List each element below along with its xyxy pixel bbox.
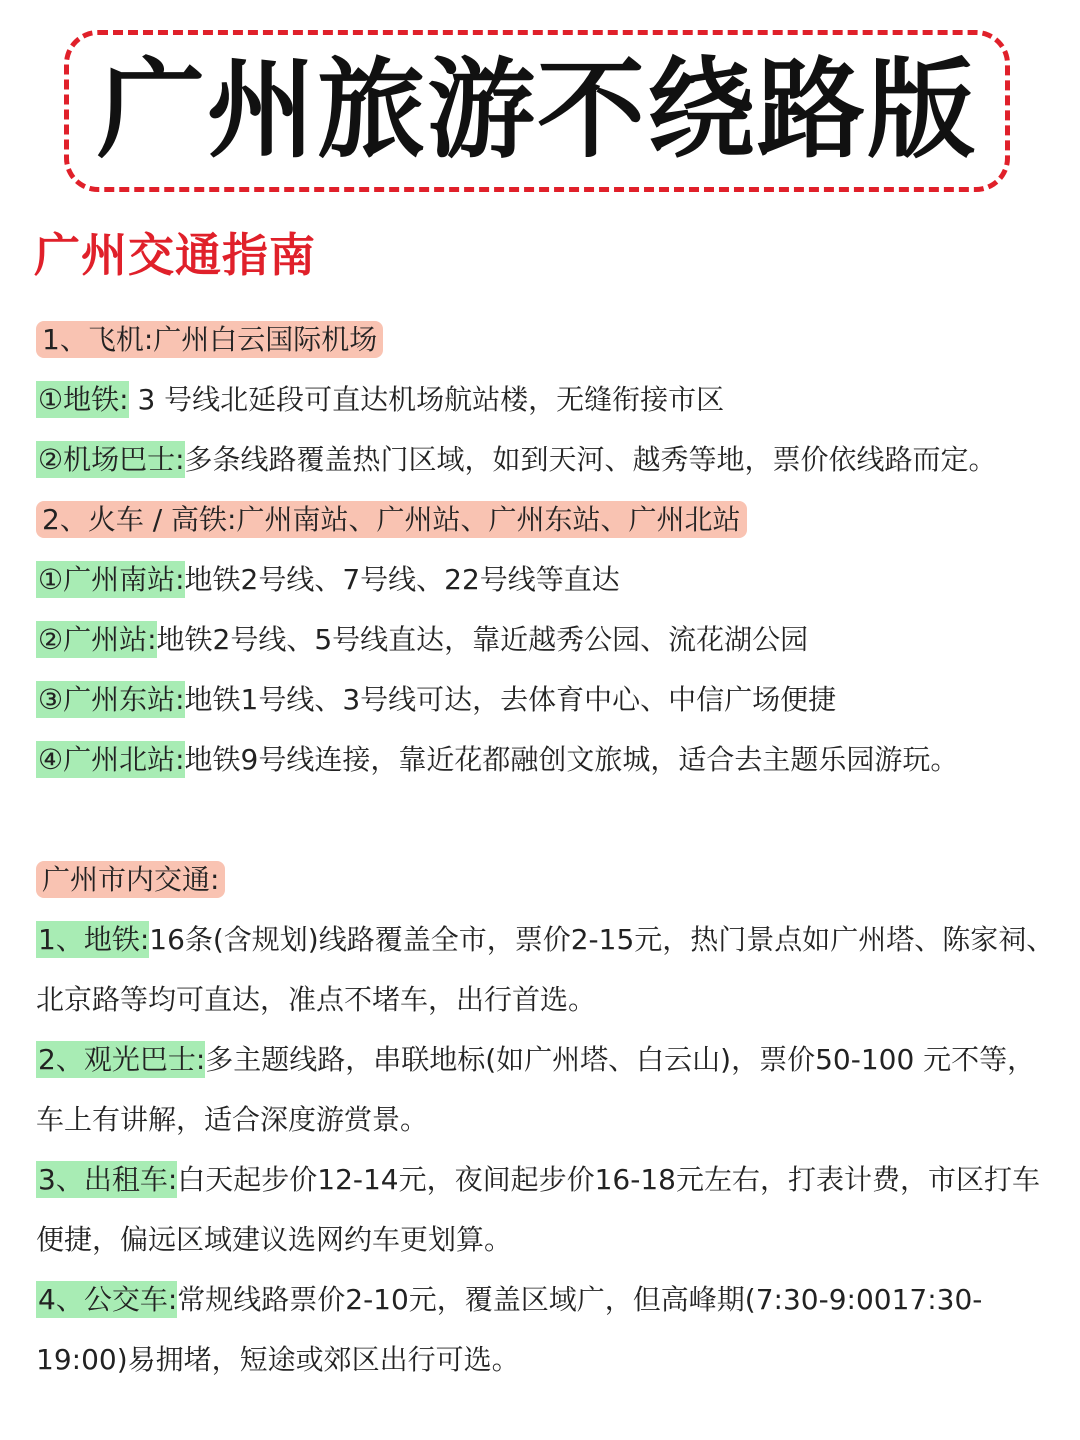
city-item-label: 1、地铁: [38, 923, 150, 956]
train-item-label: ④广州北站: [38, 743, 185, 776]
city-item [36, 1150, 1060, 1270]
page-title: 广州旅游不绕路版 [96, 48, 977, 173]
city-header: 广州市内交通: [36, 861, 225, 898]
flight-header-line [36, 322, 1060, 358]
train-header-line [36, 502, 1060, 538]
flight-header: 1、飞机:广州白云国际机场 [36, 321, 383, 358]
city-item [36, 1270, 1060, 1390]
flight-item-label: ②机场巴士: [38, 443, 185, 476]
city-item-text: 常规线路票价2-10元，覆盖区域广，但高峰期(7:30-9:0017:30-19:00)易拥堵，短途或郊区出行可选。 [36, 1283, 983, 1376]
train-header: 2、火车 / 高铁:广州南站、广州站、广州东站、广州北站 [36, 501, 747, 538]
train-item-text: 地铁2号线、7号线、22号线等直达 [184, 563, 620, 596]
train-item [36, 682, 1060, 718]
train-item-label: ③广州东站: [38, 683, 185, 716]
train-item-text: 地铁9号线连接，靠近花都融创文旅城，适合去主题乐园游玩。 [184, 743, 959, 776]
flight-item-text: 多条线路覆盖热门区域，如到天河、越秀等地，票价依线路而定。 [184, 443, 997, 476]
city-item-text: 多主题线路，串联地标(如广州塔、白云山)，票价50-100 元不等，车上有讲解，适合深度游赏景。 [36, 1043, 1036, 1136]
city-header-line [36, 862, 1060, 898]
section-heading: 广州交通指南 [34, 228, 316, 282]
title-frame [64, 30, 1010, 192]
city-item-label: 2、观光巴士: [38, 1043, 206, 1076]
train-item [36, 562, 1060, 598]
city-item-text: 白天起步价12-14元，夜间起步价16-18元左右，打表计费，市区打车便捷，偏远区域建议选网约车更划算。 [36, 1163, 1040, 1256]
city-item-label: 3、出租车: [38, 1163, 178, 1196]
city-item-label: 4、公交车: [38, 1283, 178, 1316]
flight-item-text: 3 号线北延段可直达机场航站楼，无缝衔接市区 [128, 383, 725, 416]
train-item-text: 地铁1号线、3号线可达，去体育中心、中信广场便捷 [184, 683, 837, 716]
flight-item-label: ①地铁: [38, 383, 129, 416]
train-item-label: ②广州站: [38, 623, 157, 656]
city-item [36, 910, 1060, 1030]
train-item [36, 742, 1060, 778]
flight-item [36, 382, 1060, 418]
train-item [36, 622, 1060, 658]
flight-item [36, 442, 1060, 478]
train-item-text: 地铁2号线、5号线直达，靠近越秀公园、流花湖公园 [156, 623, 809, 656]
city-item-text: 16条(含规划)线路覆盖全市，票价2-15元，热门景点如广州塔、陈家祠、北京路等均可直达，准点不堵车，出行首选。 [36, 923, 1055, 1016]
city-item [36, 1030, 1060, 1150]
train-item-label: ①广州南站: [38, 563, 185, 596]
